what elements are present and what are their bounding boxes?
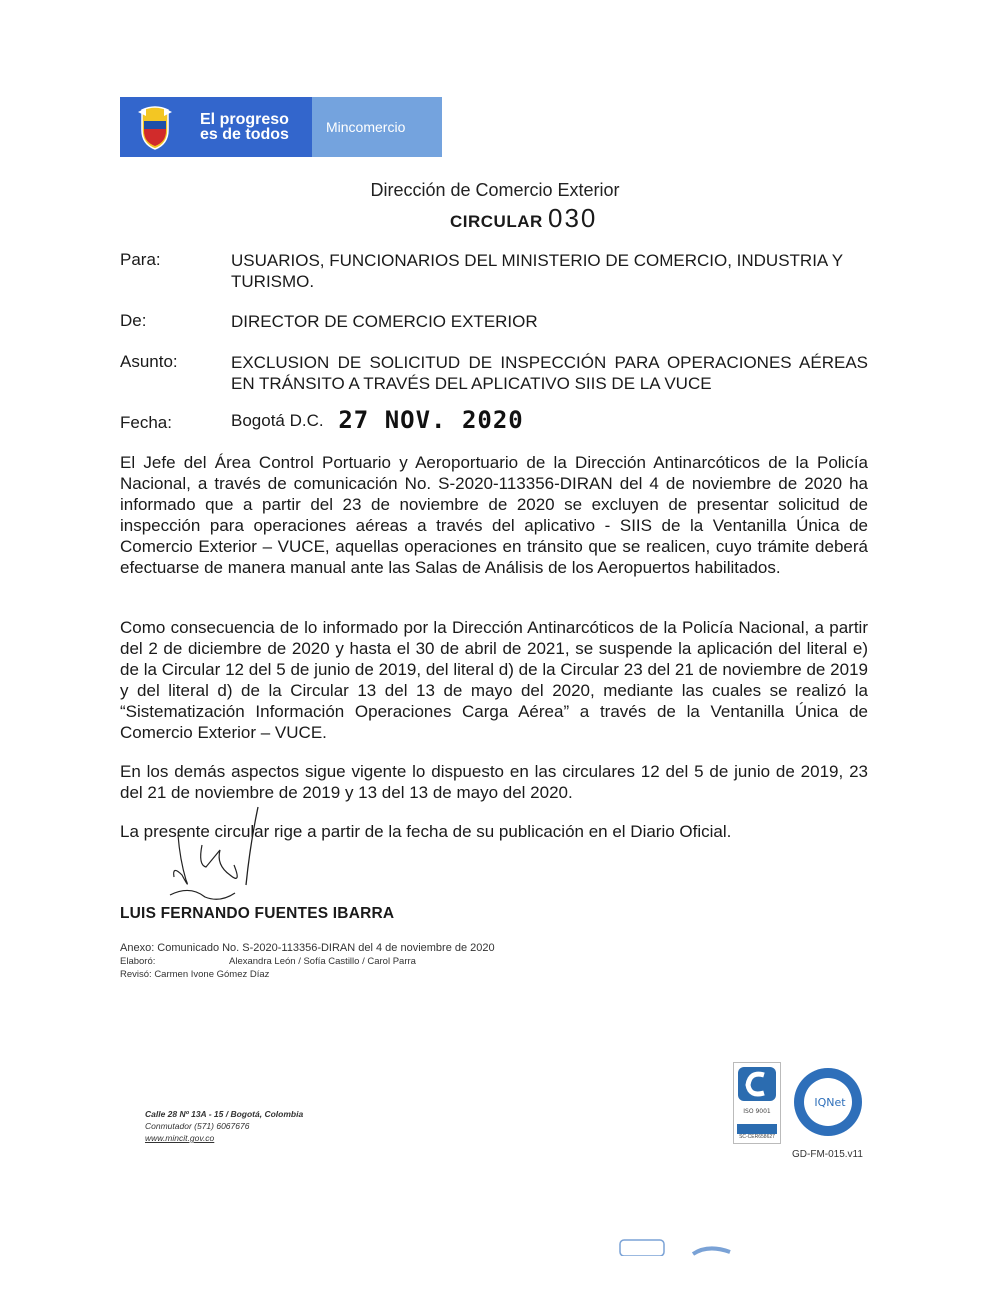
cert2-text: IQNet <box>814 1096 846 1109</box>
asunto-value: EXCLUSION DE SOLICITUD DE INSPECCIÓN PARA OPERACIONES AÉREAS EN TRÁNSITO A TRAVÉS DEL APLICATIVO SIIS DE LA VUCE <box>231 353 868 393</box>
para-value: USUARIOS, FUNCIONARIOS DEL MINISTERIO DE COMERCIO, INDUSTRIA Y TURISMO. <box>231 251 843 291</box>
para-label: Para: <box>120 250 161 269</box>
brand-name: Mincomercio <box>312 97 442 157</box>
body-paragraph-4: La presente circular rige a partir de la fecha de su publicación en el Diario Oficial. <box>120 822 732 841</box>
footer-address-block <box>145 1108 303 1144</box>
footer-website-link[interactable]: www.mincit.gov.co <box>145 1133 215 1143</box>
handwritten-signature <box>150 805 270 905</box>
icontec-icon <box>734 1063 780 1119</box>
footer-address: Calle 28 Nº 13A - 15 / Bogotá, Colombia <box>145 1109 304 1119</box>
fecha-place: Bogotá D.C. <box>231 411 324 430</box>
slogan-line1: El progreso <box>200 111 289 128</box>
office-name: Dirección de Comercio Exterior <box>370 180 620 200</box>
cert1-text: ISO 9001 <box>743 1108 771 1115</box>
de-label: De: <box>120 311 147 330</box>
form-code: GD-FM-015.v11 <box>792 1149 863 1160</box>
body-paragraph-1: El Jefe del Área Control Portuario y Aeroportuario de la Dirección Antinarcóticos de la Policía Nacional, a través de comunicación No. S-2020-113356-DIRAN del 4 de noviembre de 2020 ha informado que a partir del 23 de noviembre de 2020 se excluyen de presentar solicitud de inspección para operaciones aéreas a través del aplicativo - SIIS de la Ventanilla Única de Comercio Exterior – VUCE, aquellas operaciones en tránsito que se realicen, cuyo trámite deberá efectuarse de manera manual ante las Salas de Análisis de los Aeropuertos habilitados. <box>120 453 868 577</box>
circular-title <box>450 203 597 234</box>
body-paragraph-2: Como consecuencia de lo informado por la Dirección Antinarcóticos de la Policía Nacional, a partir del 2 de diciembre de 2020 y hasta el 30 de abril de 2021, se suspende la aplicación del literal e) de la Circular 12 del 5 de junio de 2019, del literal d) de la Circular 23 del 21 de noviembre de 2019 y del literal d) de la Circular 13 del 13 de mayo del 2020, mediante las cuales se realizó la “Sistematización Información Operaciones Carga Aérea” a través de la Ventanilla Única de Comercio Exterior – VUCE. <box>120 618 868 742</box>
elaboro-label: Elaboró: <box>120 956 156 967</box>
date-stamp: 27 NOV. 2020 <box>338 406 524 434</box>
iqnet-certification-logo <box>792 1066 864 1138</box>
circular-number: 030 <box>548 203 598 233</box>
body-paragraph-3: En los demás aspectos sigue vigente lo dispuesto en las circulares 12 del 5 de junio de 2019, 23 del 21 de noviembre de 2019 y 13 del 13 de mayo del 2020. <box>120 762 868 802</box>
cert1-code: SC-CER658627 <box>739 1134 775 1140</box>
asunto-label: Asunto: <box>120 352 178 371</box>
circular-label: CIRCULAR <box>450 212 543 231</box>
faint-stamp-marks <box>618 1236 738 1256</box>
coat-of-arms-icon <box>120 97 190 157</box>
annex-line: Anexo: Comunicado No. S-2020-113356-DIRAN del 4 de noviembre de 2020 <box>120 942 495 954</box>
de-value: DIRECTOR DE COMERCIO EXTERIOR <box>231 312 538 331</box>
slogan <box>190 97 312 157</box>
header-logo <box>120 97 442 157</box>
fecha-value <box>231 406 868 434</box>
reviso-line: Revisó: Carmen Ivone Gómez Díaz <box>120 969 270 980</box>
slogan-line2: es de todos <box>200 126 289 143</box>
icontec-certification-logo <box>733 1062 781 1144</box>
footer-phone: Conmutador (571) 6067676 <box>145 1121 250 1131</box>
fecha-label: Fecha: <box>120 413 172 432</box>
signer-name: LUIS FERNANDO FUENTES IBARRA <box>120 905 395 922</box>
elaboro-value: Alexandra León / Sofía Castillo / Carol Parra <box>229 956 416 967</box>
